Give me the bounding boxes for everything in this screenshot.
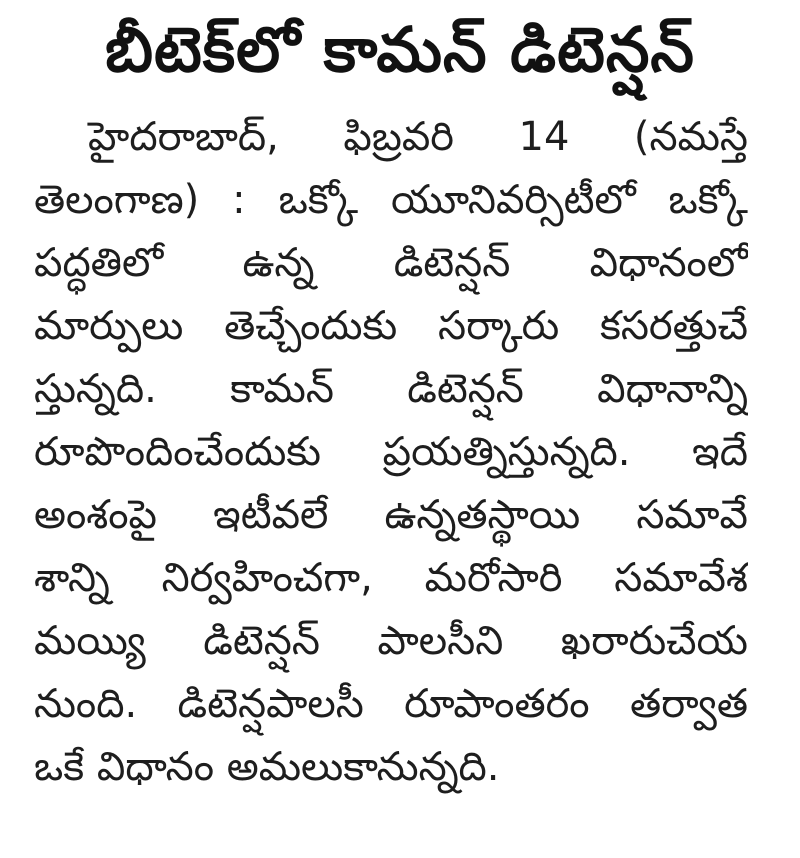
article-line: పద్ధతిలో ఉన్న డిటెన్షన్ విధానంలో <box>34 240 748 286</box>
article-line: స్తున్నది. కామన్ డిటెన్షన్ విధానాన్ని <box>34 366 748 412</box>
article-body <box>34 106 748 799</box>
article-line: తెలంగాణ) : ఒక్కో యూనివర్సిటీలో ఒక్కో <box>34 177 748 223</box>
article-line: మయ్యి డిటెన్షన్ పాలసీని ఖరారుచేయ <box>34 618 748 664</box>
article-line: మార్పులు తెచ్చేందుకు సర్కారు కసరత్తుచే <box>34 303 748 349</box>
article-line: ఒకే విధానం అమలుకానున్నది. <box>34 744 500 790</box>
article-line: అంశంపై ఇటీవలే ఉన్నతస్థాయి సమావే <box>34 492 748 538</box>
article-line: శాన్ని నిర్వహించగా, మరోసారి సమావేశ <box>34 555 748 601</box>
article-line: నుంది. డిటెన్షపాలసీ రూపాంతరం తర్వాత <box>34 681 748 727</box>
article-line: రూపొందించేందుకు ప్రయత్నిస్తున్నది. ఇదే <box>34 429 748 475</box>
article-line: హైదరాబాద్, ఫిబ్రవరి 14 (నమస్తే <box>88 114 748 160</box>
article-headline: బీటెక్‌లో కామన్ డిటెన్షన్ <box>105 13 695 86</box>
